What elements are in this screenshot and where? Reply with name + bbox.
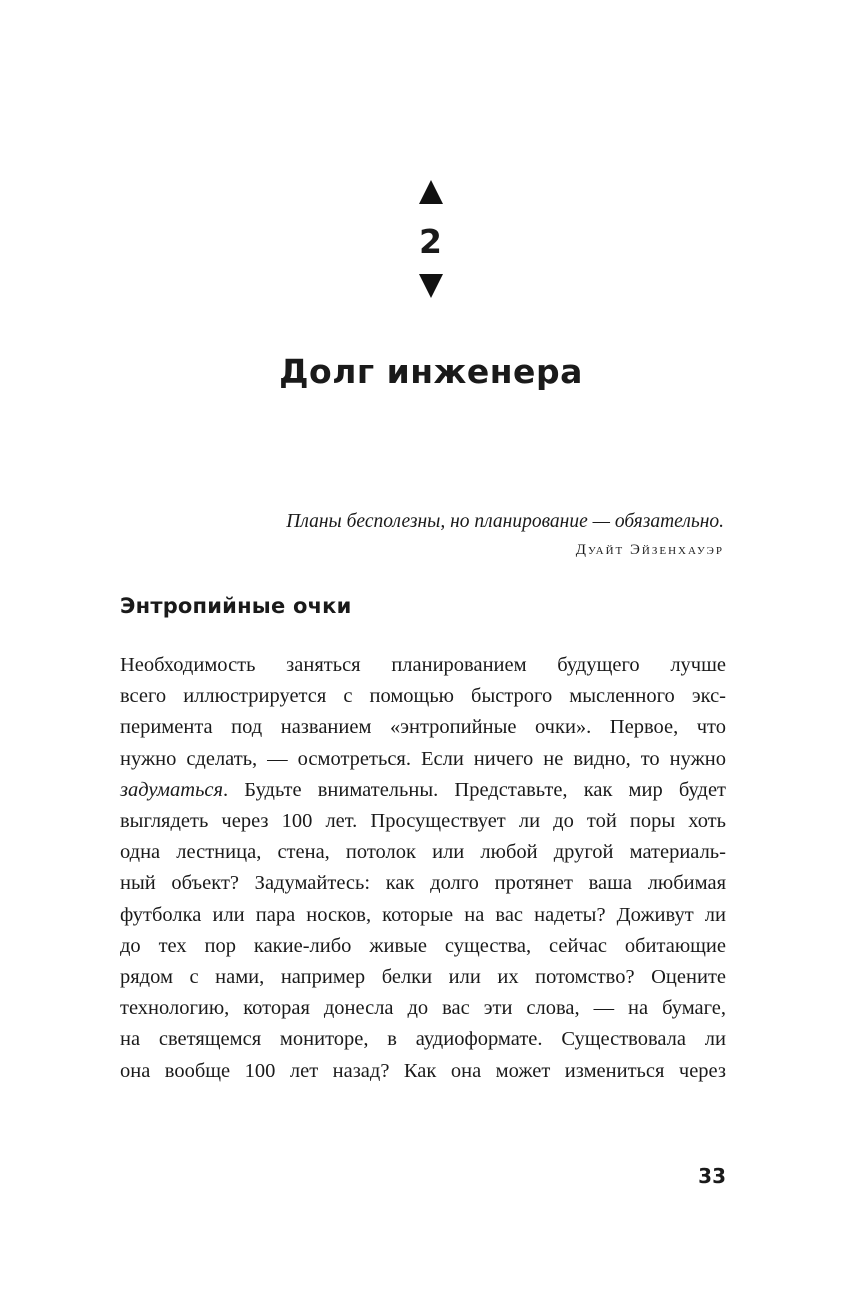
- epigraph: [120, 508, 724, 562]
- body-line: рядом с нами, например белки или их потомство? Оцените: [120, 966, 726, 989]
- triangle-up-icon: [419, 180, 443, 204]
- chapter-number: 2: [419, 222, 443, 261]
- epigraph-quote: Планы бесполезны, но планирование — обязательно.: [286, 511, 724, 532]
- body-paragraph: [120, 650, 726, 1087]
- body-line-mixed: [120, 775, 726, 806]
- body-line: нужно сделать, — осмотреться. Если ничего не видно, то нужно: [120, 747, 726, 770]
- body-line: перимента под названием «энтропийные очки». Первое, что: [120, 716, 726, 739]
- body-line: футболка или пара носков, которые на вас надеты? Доживут ли: [120, 903, 726, 926]
- body-line: до тех пор какие-либо живые существа, сейчас обитающие: [120, 934, 726, 957]
- section-heading: Энтропийные очки: [120, 594, 352, 618]
- body-line: ный объект? Задумайтесь: как долго протянет ваша любимая: [120, 872, 726, 895]
- chapter-marker: [0, 180, 862, 298]
- chapter-title: Долг инженера: [279, 352, 583, 391]
- triangle-down-icon: [419, 274, 443, 298]
- body-line: всего иллюстрируется с помощью быстрого мысленного экс-: [120, 685, 726, 708]
- body-line: она вообще 100 лет назад? Как она может измениться через: [120, 1059, 726, 1082]
- epigraph-author: Дуайт Эйзенхауэр: [575, 542, 724, 558]
- page-number: 33: [698, 1164, 726, 1188]
- body-line: технологию, которая донесла до вас эти слова, — на бумаге,: [120, 997, 726, 1020]
- body-line-rest: . Будьте внимательны. Представьте, как мир будет: [223, 778, 726, 801]
- body-line: одна лестница, стена, потолок или любой другой материаль-: [120, 841, 726, 864]
- body-line: выглядеть через 100 лет. Просуществует ли до той поры хоть: [120, 810, 726, 833]
- body-line: Необходимость заняться планированием будущего лучше: [120, 654, 726, 676]
- emphasis-text: задуматься: [120, 778, 224, 801]
- body-line: на светящемся мониторе, в аудиоформате. Существовала ли: [120, 1028, 726, 1051]
